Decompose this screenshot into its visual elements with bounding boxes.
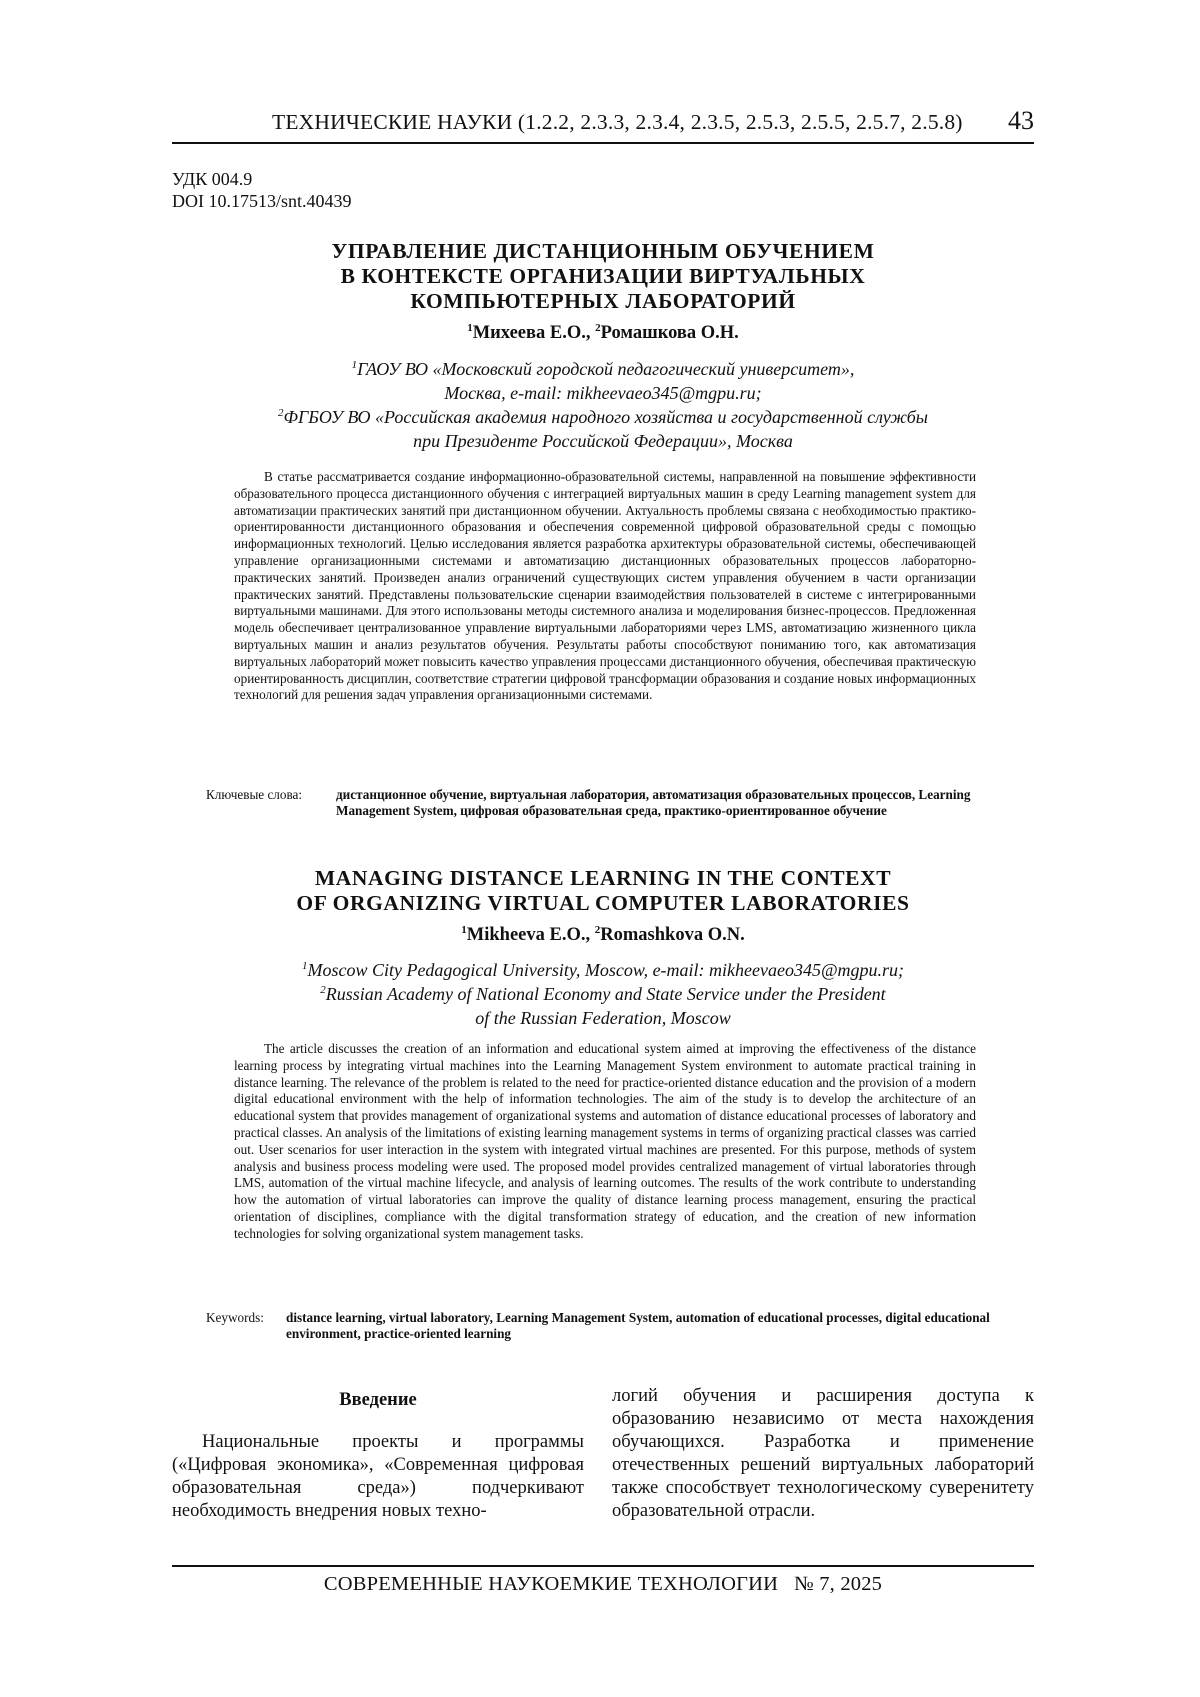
ru-keywords-label: Ключевые слова: (206, 787, 303, 802)
running-header (172, 106, 1034, 144)
ru-authors (172, 323, 1034, 344)
en-title-line: OF ORGANIZING VIRTUAL COMPUTER LABORATORIES (296, 891, 910, 915)
ru-affiliations (172, 357, 1034, 453)
ru-keywords (206, 787, 976, 837)
article-meta (172, 168, 352, 212)
ru-title (172, 239, 1034, 314)
ru-title-line: УПРАВЛЕНИЕ ДИСТАНЦИОННЫМ ОБУЧЕНИЕМ (331, 239, 875, 263)
ru-affil1-text: ГАОУ ВО «Московский городской педагогический университет», (357, 359, 855, 379)
ru-keywords-text: дистанционное обучение, виртуальная лаборатория, автоматизация образовательных процессов, Learning Management System, цифровая образовательная среда, практико-ориентированное обучение (336, 787, 971, 818)
en-affil2-text: Russian Academy of National Economy and State Service under the President (325, 984, 886, 1004)
header-section-text: ТЕХНИЧЕСКИЕ НАУКИ (1.2.2, 2.3.3, 2.3.4, 2.3.5, 2.5.3, 2.5.5, 2.5.7, 2.5.8) (272, 110, 963, 134)
ru-author2-sup: 2 (595, 321, 601, 334)
ru-affil2-sup: 2 (278, 407, 284, 419)
ru-affil2-line2: при Президенте Российской Федерации», Москва (413, 431, 793, 451)
ru-title-line: В КОНТЕКСТЕ ОРГАНИЗАЦИИ ВИРТУАЛЬНЫХ (340, 264, 866, 288)
en-affil2-line1 (172, 982, 1034, 1006)
intro-heading: Введение (339, 1390, 417, 1410)
footer-journal: СОВРЕМЕННЫЕ НАУКОЕМКИЕ ТЕХНОЛОГИИ № 7, 2025 (323, 1573, 883, 1595)
en-affil2-line2: of the Russian Federation, Moscow (475, 1008, 731, 1028)
en-abstract: The article discusses the creation of an information and educational system aimed at improving the effectiveness of the distance learning process by integrating virtual machines into the Learning Management System environment to automate practical training in distance learning. The relevance of the problem is related to the need for practice-oriented distance education and the provision of a modern digital educational environment with the help of information technologies. The aim of the study is to develop the architecture of an educational system that provides management of organizational systems and automation of distance educational processes of laboratory and practical classes. An analysis of the limitations of existing learning management systems in terms of organizing practical classes was carried out. User scenarios for user interaction in the system with integrated virtual machines are presented. For this purpose, methods of system analysis and business process modeling were used. The proposed model provides centralized management of virtual laboratories through LMS, automation of the virtual machine lifecycle, and analysis of learning outcomes. The results of the work contribute to understanding how the automation of virtual laboratories can improve the quality of distance learning process management, ensuring the practical orientation of disciplines, compliance with the digital transformation strategy of education, and the creation of new information technologies for solving organizational system management tasks. (234, 1041, 976, 1241)
en-affil1-sup: 1 (301, 960, 308, 972)
ru-title-line: КОМПЬЮТЕРНЫХ ЛАБОРАТОРИЙ (410, 289, 796, 313)
running-footer (172, 1565, 1034, 1595)
en-author2-sup: 2 (594, 923, 601, 936)
en-affil1-text: Moscow City Pedagogical University, Moscow, e-mail: mikheevaeo345@mgpu.ru; (307, 960, 905, 980)
body-column-left: Национальные проекты и программы («Цифровая экономика», «Современная цифровая образовательная среда») подчеркивают необходимость внедрения новых техно- (172, 1432, 584, 1521)
en-author2: Romashkova O.N. (600, 925, 745, 945)
ru-author1-sup: 1 (467, 321, 473, 334)
en-author1-sup: 1 (461, 923, 467, 936)
en-title (172, 866, 1034, 916)
en-authors (172, 925, 1034, 946)
en-author1: Mikheeva E.O., (466, 925, 595, 945)
body-column-right: логий обучения и расширения доступа к образованию независимо от места нахождения обучающихся. Разработка и применение отечественных решений виртуальных лабораторий также способствует технологическому суверенитету образовательной отрасли. (612, 1386, 1034, 1521)
ru-author1: Михеева Е.О., (472, 323, 596, 343)
en-keywords (206, 1310, 1020, 1346)
ru-author2: Ромашкова О.Н. (600, 323, 739, 343)
doi-link[interactable]: DOI 10.17513/snt.40439 (172, 191, 352, 211)
ru-affil1-line2: Москва, e-mail: mikheevaeo345@mgpu.ru; (444, 383, 762, 403)
page-number: 43 (1008, 106, 1034, 135)
en-affiliations (172, 958, 1034, 1030)
ru-affil2-line1 (172, 405, 1034, 429)
en-affil2-sup: 2 (320, 984, 326, 996)
ru-affil2-text: ФГБОУ ВО «Российская академия народного хозяйства и государственной службы (283, 407, 928, 427)
ru-affil1-sup: 1 (351, 359, 358, 371)
udc-code: УДК 004.9 (172, 169, 253, 189)
ru-abstract: В статье рассматривается создание информационно-образовательной системы, направленной на повышение эффективности образовательного процесса дистанционного обучения с интеграцией виртуальных машин в среду Learning management system для автоматизации практических занятий при дистанционном обучении. Актуальность проблемы связана с необходимостью практико-ориентированности дистанционного образования и обеспечения современной цифровой образовательной среды с помощью информационных технологий. Целью исследования является разработка архитектуры образовательной системы, обеспечивающей управление организационными системами и автоматизацию дистанционных образовательных процессов лабораторно-практических занятий. Произведен анализ ограничений существующих систем управления обучением в части организации практических занятий. Представлены пользовательские сценарии взаимодействия пользователей в системе с интегрированными виртуальными машинами. Для этого использованы методы системного анализа и моделирования бизнес-процессов. Предложенная модель обеспечивает централизованное управление виртуальными лабораториями через LMS, автоматизацию жизненного цикла виртуальных машин и анализ результатов обучения. Результаты работы способствуют пониманию того, как автоматизация виртуальных лабораторий может повысить качество управления процессами дистанционного обучения, обеспечивая практическую ориентированность дисциплин, соответствие стратегии цифровой трансформации образования и создание новых информационных технологий для решения задач управления организационными системами. (234, 469, 976, 703)
en-keywords-text: distance learning, virtual laboratory, Learning Management System, automation of educational processes, digital educational environment, practice-oriented learning (286, 1310, 990, 1341)
ru-affil1-line1 (172, 357, 1034, 381)
en-keywords-label: Keywords: (206, 1310, 264, 1325)
en-title-line: MANAGING DISTANCE LEARNING IN THE CONTEXT (314, 866, 892, 890)
en-affil1-line1 (172, 958, 1034, 982)
